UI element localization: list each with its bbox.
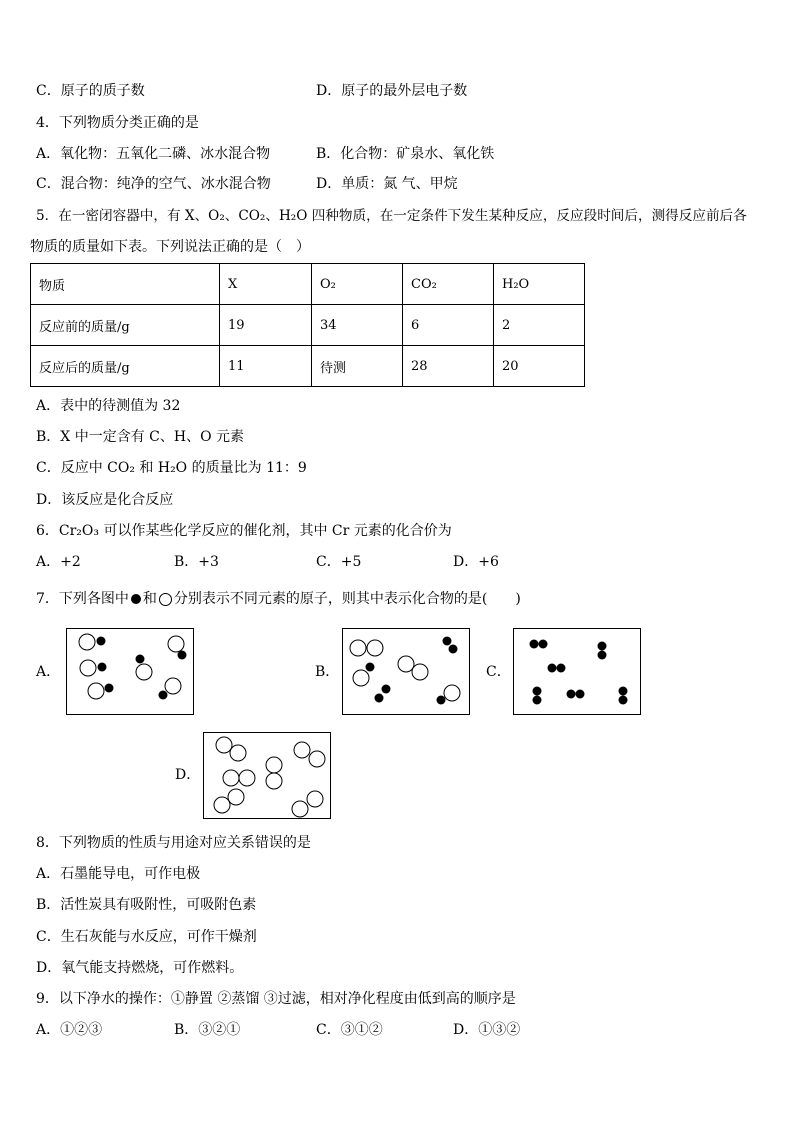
table-cell: 2 <box>494 305 585 346</box>
q8-stem: 8．下列物质的性质与用途对应关系错误的是 <box>36 835 311 851</box>
q7-stem <box>36 590 521 608</box>
q3-option-d: D．原子的最外层电子数 <box>316 83 468 99</box>
q7-stem-middle: 和 <box>142 591 157 607</box>
q6-option-b: B．+3 <box>174 554 219 570</box>
table-cell: 6 <box>403 305 494 346</box>
table-header-row <box>31 264 585 305</box>
q4-option-b: B．化合物：矿泉水、氧化铁 <box>316 146 495 162</box>
q6-option-a: A．+2 <box>36 554 81 570</box>
q6-option-d: D．+6 <box>453 554 499 570</box>
q7-stem-after: 分别表示不同元素的原子，则其中表示化合物的是( ) <box>173 591 521 607</box>
q9-stem: 9．以下净水的操作：①静置 ②蒸馏 ③过滤，相对净化程度由低到高的顺序是 <box>36 991 516 1007</box>
q5-option-b: B．X 中一定含有 C、H、O 元素 <box>36 429 245 445</box>
q7-stem-before: 7．下列各图中 <box>36 591 129 607</box>
table-cell: 28 <box>403 346 494 387</box>
q7-option-b-label: B． <box>315 664 340 680</box>
table-row <box>31 305 585 346</box>
q4-option-c: C．混合物：纯净的空气、冰水混合物 <box>36 176 271 192</box>
q4-option-d: D．单质：氮 气、甲烷 <box>316 176 458 192</box>
q7-option-d-label: D． <box>175 767 201 783</box>
table-cell: 19 <box>220 305 312 346</box>
q3-option-c: C．原子的质子数 <box>36 83 145 99</box>
q7-figure-c <box>513 628 641 715</box>
q8-option-d: D．氧气能支持燃烧，可作燃料。 <box>36 960 244 976</box>
q5-option-c: C．反应中 CO₂ 和 H₂O 的质量比为 11：9 <box>36 460 307 476</box>
q9-option-a: A．①②③ <box>36 1022 103 1038</box>
table-cell: 11 <box>220 346 312 387</box>
table-cell: 待测 <box>312 346 403 387</box>
table-cell: 20 <box>494 346 585 387</box>
q7-figure-a <box>66 628 194 715</box>
table-cell: 34 <box>312 305 403 346</box>
q4-option-a: A．氧化物：五氧化二磷、冰水混合物 <box>36 146 271 162</box>
q9-option-d: D．①③② <box>453 1022 521 1038</box>
mass-table <box>30 263 585 387</box>
table-cell: X <box>220 264 312 305</box>
table-cell: 反应前的质量/g <box>31 305 220 346</box>
q5-stem-line2: 物质的质量如下表。下列说法正确的是（ ） <box>30 239 310 255</box>
q7-option-a-label: A． <box>36 664 61 680</box>
table-cell: 物质 <box>31 264 220 305</box>
q9-option-c: C．③①② <box>316 1022 383 1038</box>
q5-option-a: A．表中的待测值为 32 <box>36 398 181 414</box>
white-atom-icon <box>159 593 172 606</box>
table-row <box>31 346 585 387</box>
q5-stem-line1: 5．在一密闭容器中，有 X、O₂、CO₂、H₂O 四种物质，在一定条件下发生某种反应，反应段时间后，测得反应前后各 <box>36 208 747 224</box>
q8-option-a: A．石墨能导电，可作电极 <box>36 866 201 882</box>
q4-stem: 4．下列物质分类正确的是 <box>36 115 199 131</box>
table-cell: CO₂ <box>403 264 494 305</box>
q8-option-c: C．生石灰能与水反应，可作干燥剂 <box>36 929 257 945</box>
q8-option-b: B．活性炭具有吸附性，可吸附色素 <box>36 897 257 913</box>
black-atom-icon <box>131 594 141 604</box>
table-cell: H₂O <box>494 264 585 305</box>
q6-option-c: C．+5 <box>316 554 362 570</box>
q7-option-c-label: C． <box>486 664 511 680</box>
q5-option-d: D．该反应是化合反应 <box>36 492 174 508</box>
q6-stem: 6．Cr₂O₃ 可以作某些化学反应的催化剂，其中 Cr 元素的化合价为 <box>36 523 452 539</box>
q9-option-b: B．③②① <box>174 1022 241 1038</box>
q7-figure-b <box>342 628 470 715</box>
table-cell: O₂ <box>312 264 403 305</box>
q7-figure-d <box>203 732 331 819</box>
table-cell: 反应后的质量/g <box>31 346 220 387</box>
